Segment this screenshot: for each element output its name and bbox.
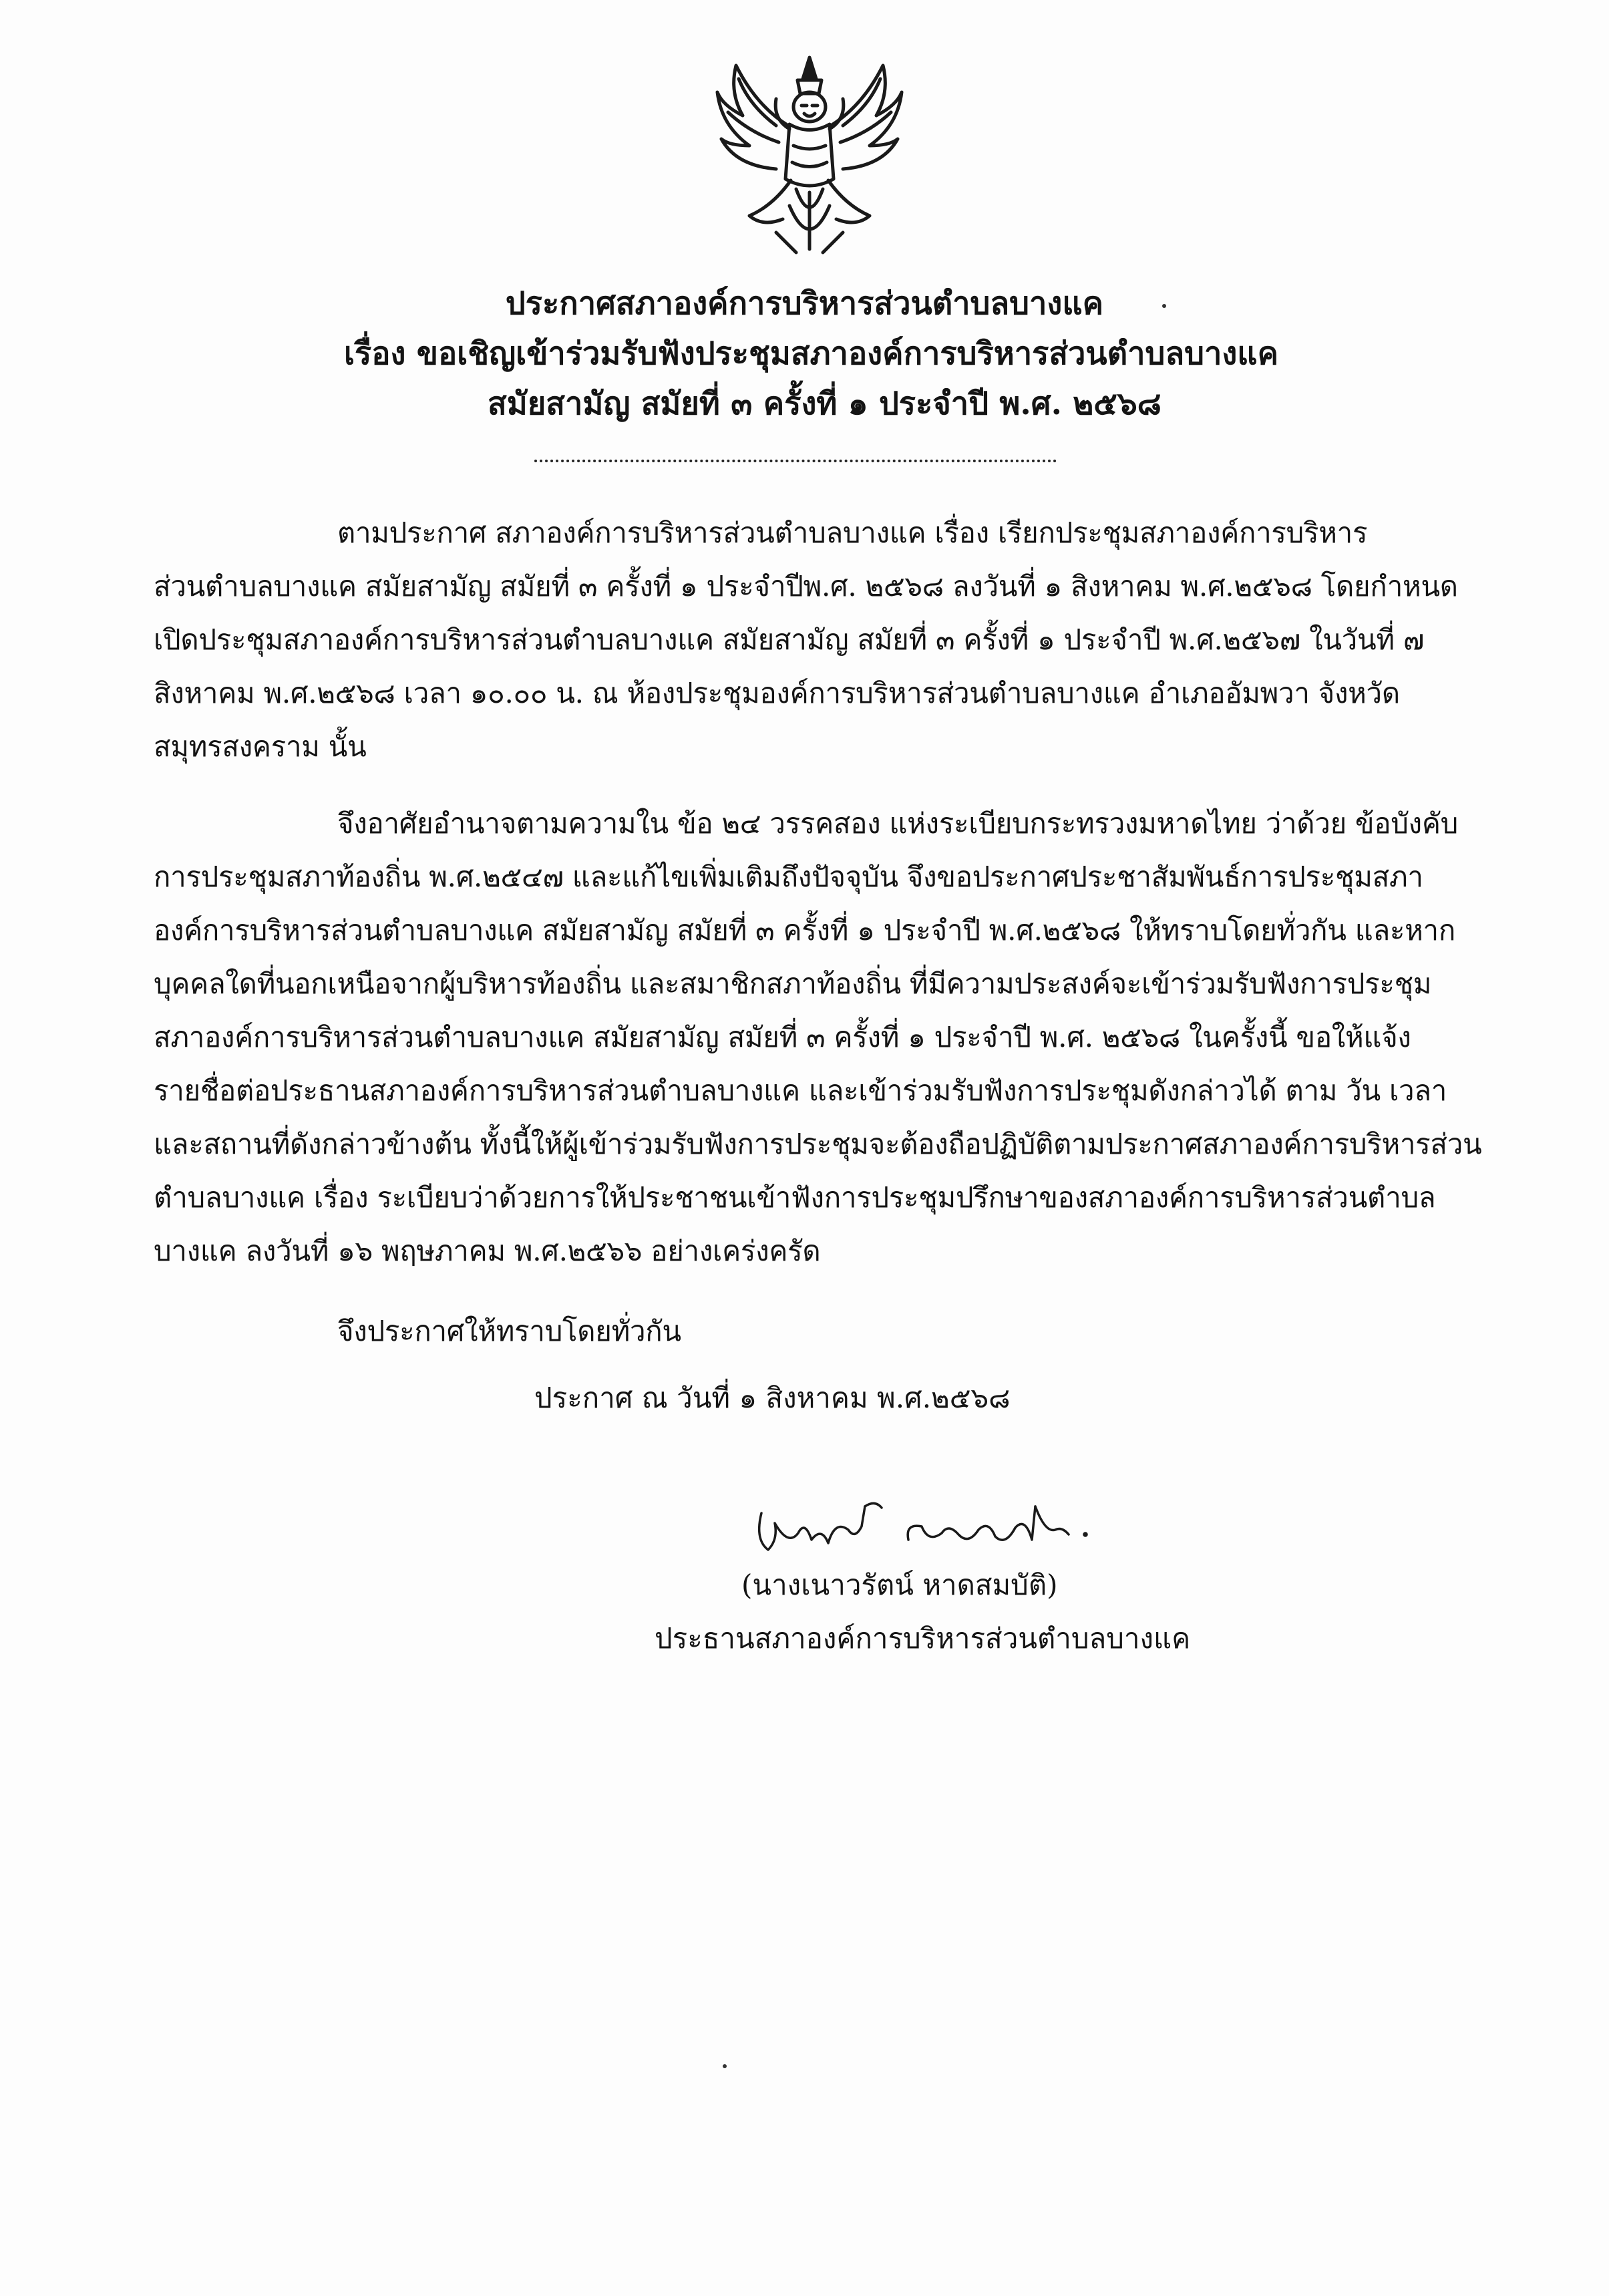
signature-icon	[748, 1493, 1122, 1567]
announcement-session: สมัยสามัญ สมัยที่ ๓ ครั้งที่ ๑ ประจำปี พ.ศ. ๒๕๖๘	[488, 385, 1161, 422]
paragraph1-line: เปิดประชุมสภาองค์การบริหารส่วนตำบลบางแค สมัยสามัญ สมัยที่ ๓ ครั้งที่ ๑ ประจำปี พ.ศ.๒๕๖๗ ในวันที่ ๗	[154, 623, 1425, 656]
announcement-subject: เรื่อง ขอเชิญเข้าร่วมรับฟังประชุมสภาองค์การบริหารส่วนตำบลบางแค	[343, 335, 1279, 372]
paragraph2-line: จึงอาศัยอำนาจตามความใน ข้อ ๒๔ วรรคสอง แห่งระเบียบกระทรวงมหาดไทย ว่าด้วย ข้อบังคับ	[337, 807, 1458, 840]
signer-title: ประธานสภาองค์การบริหารส่วนตำบลบางแค	[655, 1622, 1191, 1655]
garuda-emblem-icon	[709, 52, 910, 259]
paragraph2-line: ตำบลบางแค เรื่อง ระเบียบว่าด้วยการให้ประชาชนเข้าฟังการประชุมปรึกษาของสภาองค์การบริหารส่วนตำบล	[154, 1181, 1436, 1214]
paragraph2-line: สภาองค์การบริหารส่วนตำบลบางแค สมัยสามัญ สมัยที่ ๓ ครั้งที่ ๑ ประจำปี พ.ศ. ๒๕๖๘ ในครั้งนี้ ขอให้แจ้ง	[154, 1021, 1411, 1053]
paragraph1-line: สมุทรสงคราม นั้น	[154, 730, 367, 763]
paragraph2-line: การประชุมสภาท้องถิ่น พ.ศ.๒๕๔๗ และแก้ไขเพิ่มเติมถึงปัจจุบัน จึงขอประกาศประชาสัมพันธ์การประชุมสภา	[154, 860, 1423, 893]
signer-name: (นางเนาวรัตน์ หาดสมบัติ)	[741, 1569, 1058, 1601]
heading-divider	[534, 460, 1057, 462]
paragraph2-line: บางแค ลงวันที่ ๑๖ พฤษภาคม พ.ศ.๒๕๖๖ อย่างเคร่งครัด	[154, 1235, 821, 1267]
paragraph2-line: รายชื่อต่อประธานสภาองค์การบริหารส่วนตำบลบางแค และเข้าร่วมรับฟังการประชุมดังกล่าวได้ ตาม วัน เวลา	[154, 1074, 1447, 1107]
scan-speck	[1162, 304, 1166, 308]
paragraph1-line: สิงหาคม พ.ศ.๒๕๖๘ เวลา ๑๐.๐๐ น. ณ ห้องประชุมองค์การบริหารส่วนตำบลบางแค อำเภออัมพวา จังหวัด	[154, 677, 1400, 709]
paragraph1-line: ตามประกาศ สภาองค์การบริหารส่วนตำบลบางแค เรื่อง เรียกประชุมสภาองค์การบริหาร	[337, 516, 1368, 549]
paragraph2-line: องค์การบริหารส่วนตำบลบางแค สมัยสามัญ สมัยที่ ๓ ครั้งที่ ๑ ประจำปี พ.ศ.๒๕๖๘ ให้ทราบโดยทั่วกัน และหาก	[154, 914, 1455, 947]
closing-statement: จึงประกาศให้ทราบโดยทั่วกัน	[337, 1315, 681, 1347]
announcement-title: ประกาศสภาองค์การบริหารส่วนตำบลบางแค	[505, 285, 1104, 322]
scan-speck	[723, 2064, 727, 2068]
paragraph2-line: บุคคลใดที่นอกเหนือจากผู้บริหารท้องถิ่น และสมาชิกสภาท้องถิ่น ที่มีความประสงค์จะเข้าร่วมรับฟังการประชุม	[154, 967, 1432, 1000]
paragraph1-line: ส่วนตำบลบางแค สมัยสามัญ สมัยที่ ๓ ครั้งที่ ๑ ประจำปีพ.ศ. ๒๕๖๘ ลงวันที่ ๑ สิงหาคม พ.ศ.๒๕๖๘ โดยกำหนด	[154, 570, 1458, 603]
announcement-date: ประกาศ ณ วันที่ ๑ สิงหาคม พ.ศ.๒๕๖๘	[534, 1381, 1011, 1414]
paragraph2-line: และสถานที่ดังกล่าวข้างต้น ทั้งนี้ให้ผู้เข้าร่วมรับฟังการประชุมจะต้องถือปฏิบัติตามประกาศสภาองค์การบริหารส่วน	[154, 1128, 1482, 1160]
